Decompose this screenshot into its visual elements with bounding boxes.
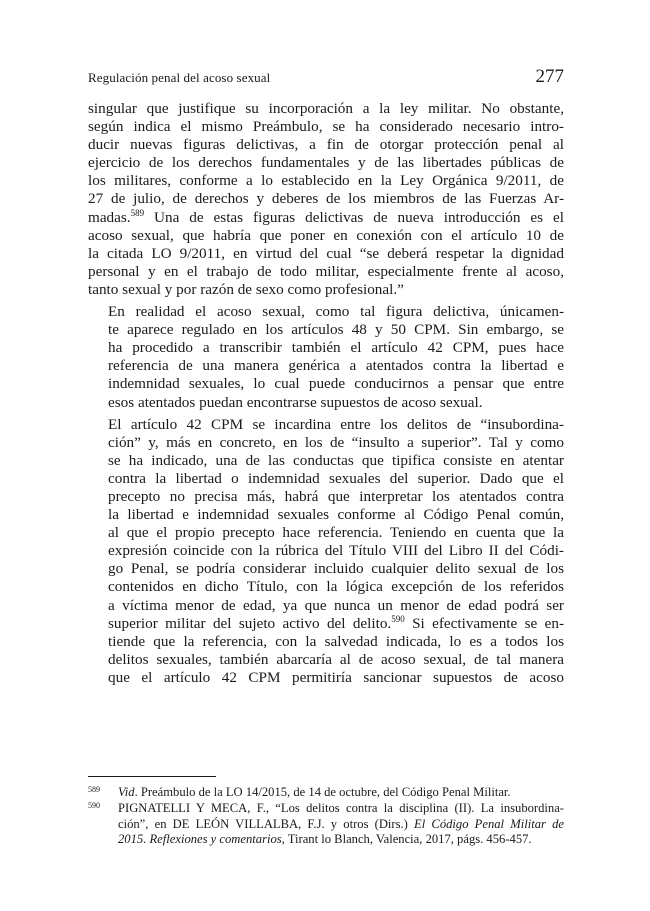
text-line: según indica el mismo Preámbulo, se ha considerado necesario intro- — [88, 118, 564, 136]
footnote — [88, 785, 564, 800]
footnote-number: 589 — [88, 785, 100, 794]
footnote-line: ción”, en DE LEÓN VILLALBA, F.J. y otros (Dirs.) El Código Penal Militar de — [118, 816, 564, 831]
text-line: a víctima menor de edad, ya que nunca un menor de edad podrá ser — [108, 596, 564, 614]
footnote-line: PIGNATELLI Y MECA, F., “Los delitos contra la disciplina (II). La insubordina- — [118, 801, 564, 816]
text-line: te aparece regulado en los artículos 48 y 50 CPM. Sin embargo, se — [108, 321, 564, 339]
text-line: indemnidad sexuales, lo cual puede conducirnos a pensar que entre — [108, 375, 564, 393]
footnote-number: 590 — [88, 801, 100, 811]
text-line: personal y en el trabajo de todo militar, especialmente frente al acoso, — [88, 262, 564, 280]
text-line: contra la libertad o indemnidad sexuales del superior. Dado que el — [108, 469, 564, 487]
text-line: superior militar del sujeto activo del delito.$^{590}$ Si efectivamente se en- — [108, 613, 565, 632]
italic-text: El Código Penal Militar de — [414, 816, 564, 831]
text-line: delitos sexuales, también abarcaría al de acoso sexual, de tal manera — [108, 650, 564, 668]
text-line: expresión coincide con la rúbrica del Título VIII del Libro II del Códi- — [108, 542, 564, 560]
text-line: En realidad el acoso sexual, como tal figura delictiva, únicamen- — [108, 303, 564, 321]
text-line: referencia de una manera genérica a atentados contra la libertad e — [108, 357, 564, 375]
text-line: 27 de julio, de derechos y deberes de los miembros de las Fuerzas Ar- — [88, 190, 564, 208]
text-line: ha procedido a transcribir también el artículo 42 CPM, pues hace — [108, 339, 564, 357]
text-line: que el artículo 42 CPM permitiría sancionar supuestos de acoso — [108, 668, 564, 686]
text-line: go Penal, se podría considerar incluido cualquier delito sexual de los — [108, 560, 564, 578]
footnote-line: 2015. Reflexiones y comentarios, Tirant lo Blanch, Valencia, 2017, págs. 456-457. — [118, 831, 532, 846]
running-title: Regulación penal del acoso sexual — [88, 70, 271, 85]
text-line: la citada LO 9/2011, en virtud del cual “se deberá respetar la dignidad — [88, 244, 564, 262]
paragraph — [88, 416, 564, 687]
page-number: 277 — [535, 66, 564, 87]
running-header — [88, 62, 564, 88]
text-line: los militares, conforme a lo establecido en la Ley Orgánica 9/2011, de — [88, 172, 564, 190]
text-line: al que el propio precepto hace referencia. Teniendo en cuenta que la — [108, 524, 564, 542]
text-line: tanto sexual y por razón de sexo como profesional.” — [88, 280, 404, 298]
text-line: ducir nuevas figuras delictivas, a fin de otorgar protección penal al — [88, 136, 564, 154]
text-line: tiende que la referencia, con la salvedad indicada, lo es a todos los — [108, 632, 564, 650]
text-line: acoso sexual, que habría que poner en conexión con el artículo 10 de — [88, 226, 564, 244]
footnotes — [88, 785, 564, 848]
paragraph — [88, 303, 564, 412]
text-line: precepto no precisa más, habrá que interpretar los atentados contra — [108, 487, 564, 505]
text-line: singular que justifique su incorporación a la ley militar. No obstante, — [88, 100, 564, 117]
italic-text: Vid — [118, 785, 135, 799]
footnote — [88, 801, 564, 847]
text-line: madas.$^{589}$ Una de estas figuras delictivas de nueva introducción es el — [88, 207, 564, 226]
footnote-line: Vid. Preámbulo de la LO 14/2015, de 14 de octubre, del Código Penal Militar. — [118, 785, 511, 799]
text-line: El artículo 42 CPM se incardina entre los delitos de “insubordina- — [108, 415, 564, 433]
italic-text: 2015. Reflexiones y comentarios — [118, 831, 282, 846]
text-line: esos atentados puedan encontrarse supuestos de acoso sexual. — [108, 393, 483, 411]
footnote-reference: 589 — [130, 207, 145, 218]
body-text — [88, 100, 564, 691]
footnote-reference: 590 — [391, 613, 405, 624]
paragraph — [88, 100, 564, 299]
text-line: la libertad e indemnidad sexuales conforme al Código Penal común, — [108, 506, 564, 524]
text-line: ción” y, más en concreto, en los de “insulto a superior”. Tal y como — [108, 433, 564, 451]
footnote-divider — [88, 776, 216, 777]
text-line: se ha indicado, una de las conductas que tipifica consiste en atentar — [108, 451, 564, 469]
text-line: contenidos en dicho Título, con la lógica excepción de los referidos — [108, 578, 564, 596]
text-line: ejercicio de los derechos fundamentales y de las libertades públicas de — [88, 154, 564, 172]
